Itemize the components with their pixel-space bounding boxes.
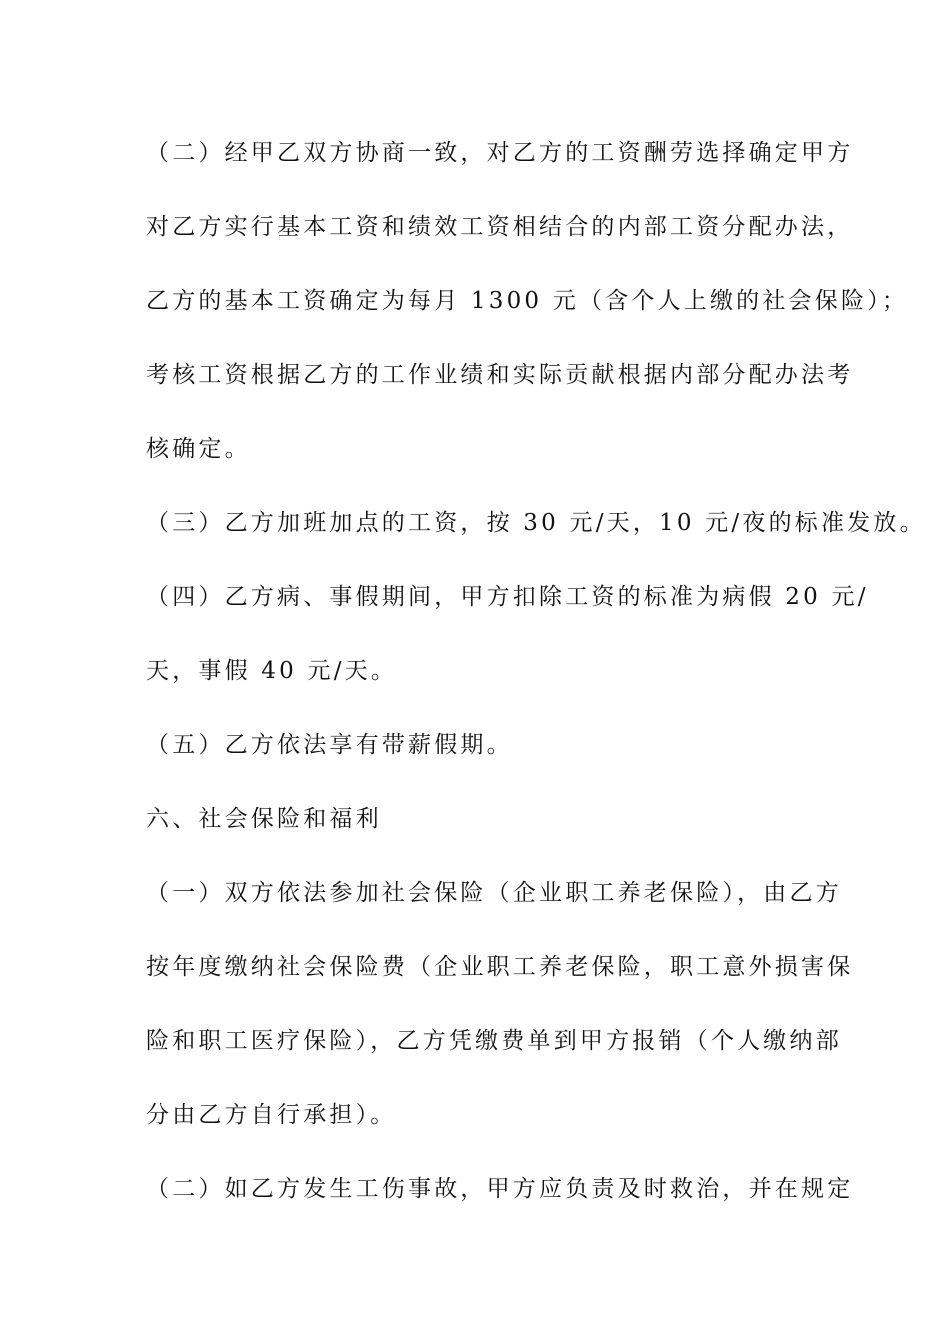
paragraph-line: 天，事假 40 元/天。 [146,658,398,684]
section-heading: 六、社会保险和福利 [146,806,382,832]
paragraph-line: （二）如乙方发生工伤事故，甲方应负责及时救治，并在规定 [146,1176,854,1202]
paragraph-line: 分由乙方自行承担）。 [146,1102,397,1128]
paragraph-line: 险和职工医疗保险），乙方凭缴费单到甲方报销（个人缴纳部 [146,1028,842,1054]
paragraph-line: （四）乙方病、事假期间，甲方扣除工资的标准为病假 20 元/ [146,584,869,610]
paragraph-line: 考核工资根据乙方的工作业绩和实际贡献根据内部分配办法考 [146,362,854,388]
paragraph-line: 核确定。 [146,436,251,462]
paragraph-line: （二）经甲乙双方协商一致，对乙方的工资酬劳选择确定甲方 [146,140,854,166]
paragraph-line: （五）乙方依法享有带薪假期。 [146,732,513,758]
paragraph-line: （三）乙方加班加点的工资，按 30 元/天，10 元/夜的标准发放。 [146,510,926,536]
paragraph-line: （一）双方依法参加社会保险（企业职工养老保险），由乙方 [146,880,842,906]
paragraph-line: 按年度缴纳社会保险费（企业职工养老保险，职工意外损害保 [146,954,854,980]
paragraph-line: 对乙方实行基本工资和绩效工资相结合的内部工资分配办法， [146,214,854,240]
paragraph-line: 乙方的基本工资确定为每月 1300 元（含个人上缴的社会保险）； [146,288,909,314]
